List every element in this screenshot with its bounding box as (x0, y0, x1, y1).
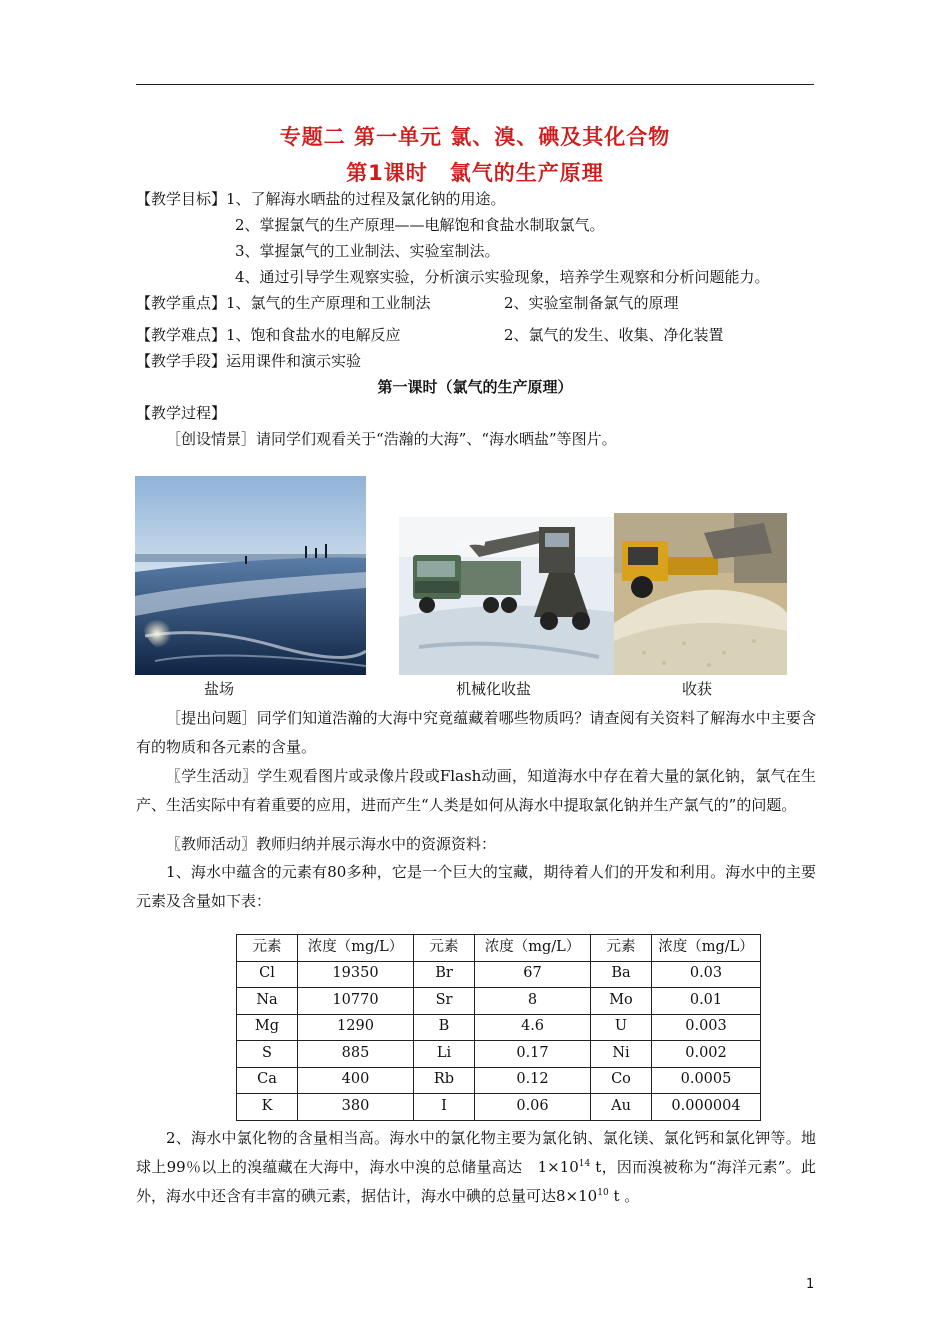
table-cell: 4.6 (475, 1014, 591, 1041)
objectives-label: 【教学目标】 (136, 190, 227, 208)
table-row (237, 1014, 761, 1041)
table-cell: 0.000004 (652, 1094, 761, 1121)
table-cell: U (591, 1014, 652, 1041)
difficulties-label: 【教学难点】 (136, 326, 227, 344)
lesson-heading: 第一课时（氯气的生产原理） (377, 378, 573, 396)
table-cell: Mg (237, 1014, 298, 1041)
point1-paragraph: 1、海水中蕴含的元素有80多种，它是一个巨大的宝藏，期待着人们的开发和利用。海水中的主要元素及含量如下表： (136, 863, 816, 910)
point2-text: t 。 (608, 1187, 640, 1205)
page-number: 1 (806, 1277, 815, 1292)
table-cell: 0.12 (475, 1067, 591, 1094)
harvest-photo (614, 513, 787, 675)
exponent: 14 (578, 1159, 591, 1169)
seawater-elements-table (236, 934, 761, 1121)
header-rule (136, 84, 814, 85)
key-point-item: 2、实验室制备氯气的原理 (504, 294, 679, 312)
photo-caption: 机械化收盐 (456, 680, 532, 698)
photo-caption: 收获 (682, 680, 713, 698)
table-row (237, 1067, 761, 1094)
point2-paragraph (136, 1124, 816, 1211)
table-cell: 0.01 (652, 988, 761, 1015)
table-cell: 0.003 (652, 1014, 761, 1041)
methods-text: 运用课件和演示实验 (226, 352, 362, 370)
bromine-total: 1×10 (537, 1158, 579, 1176)
teacher-activity-paragraph: 〖教师活动〗教师归纳并展示海水中的资源资料： (166, 835, 497, 853)
page-title: 专题二 第一单元 氯、溴、碘及其化合物 (279, 125, 671, 149)
objective-item: 2、掌握氯气的生产原理——电解饱和食盐水制取氯气。 (235, 216, 605, 234)
salt-field-photo (135, 476, 366, 675)
exponent: 10 (597, 1188, 609, 1198)
table-cell: Co (591, 1067, 652, 1094)
point2-text: t，因而溴被称为“海洋元素”。此外，海水中还含有丰富的碘元素，据估计，海水中碘的总量可达 (136, 1158, 816, 1205)
objective-item: 3、掌握氯气的工业制法、实验室制法。 (235, 242, 500, 260)
process-label: 【教学过程】 (136, 404, 227, 422)
difficulty-item: 2、氯气的发生、收集、净化装置 (504, 326, 724, 344)
table-header-cell: 元素 (591, 935, 652, 962)
table-cell: 0.06 (475, 1094, 591, 1121)
table-cell: 0.002 (652, 1041, 761, 1068)
methods-label: 【教学手段】 (136, 352, 227, 370)
key-points-label: 【教学重点】 (136, 294, 227, 312)
table-cell: 885 (298, 1041, 414, 1068)
difficulties-line (136, 324, 816, 347)
table-cell: 67 (475, 961, 591, 988)
table-row (237, 961, 761, 988)
table-cell: Au (591, 1094, 652, 1121)
iodine-total: 8×10 (556, 1187, 598, 1205)
table-cell: Rb (414, 1067, 475, 1094)
table-row (237, 1041, 761, 1068)
table-cell: Br (414, 961, 475, 988)
scene-paragraph: ［创设情景］请同学们观看关于“浩瀚的大海”、“海水晒盐”等图片。 (166, 430, 617, 448)
table-header-cell: 浓度（mg/L） (652, 935, 761, 962)
table-cell: 10770 (298, 988, 414, 1015)
table-cell: B (414, 1014, 475, 1041)
table-cell: 0.0005 (652, 1067, 761, 1094)
key-point-item: 1、氯气的生产原理和工业制法 (226, 294, 431, 312)
table-row (237, 988, 761, 1015)
question-paragraph: ［提出问题］同学们知道浩瀚的大海中究竟蕴藏着哪些物质吗？请查阅有关资料了解海水中主要含有的物质和各元素的含量。 (136, 709, 816, 756)
table-cell: Li (414, 1041, 475, 1068)
photo-caption: 盐场 (204, 680, 235, 698)
table-cell: Ba (591, 961, 652, 988)
point2-text: 2、海水中氯化物的含量相当高。海水中的氯化物主要为氯化钠、氯化镁、氯化钙和氯化钾等。地球上99％以上的溴蕴藏在大海中，海水中溴的总储量高达 (136, 1129, 816, 1176)
student-activity-paragraph: 〖学生活动〗学生观看图片或录像片段或Flash动画，知道海水中存在着大量的氯化钠，氯气在生产、生活实际中有着重要的应用，进而产生“人类是如何从海水中提取氯化钠并生产氯气的”的问题。 (136, 767, 816, 814)
difficulty-item: 1、饱和食盐水的电解反应 (226, 326, 401, 344)
table-header-cell: 元素 (414, 935, 475, 962)
table-cell: 400 (298, 1067, 414, 1094)
key-points-line (136, 292, 816, 315)
table-cell: Cl (237, 961, 298, 988)
mechanized-harvest-photo (399, 517, 614, 675)
table-cell: S (237, 1041, 298, 1068)
table-header-cell: 浓度（mg/L） (298, 935, 414, 962)
table-cell: 1290 (298, 1014, 414, 1041)
table-header-row (237, 935, 761, 962)
table-header-cell: 浓度（mg/L） (475, 935, 591, 962)
table-cell: 0.17 (475, 1041, 591, 1068)
table-cell: 0.03 (652, 961, 761, 988)
objective-item: 1、了解海水晒盐的过程及氯化钠的用途。 (226, 190, 506, 208)
lesson-title: 第1课时 氯气的生产原理 (346, 161, 604, 185)
table-cell: Sr (414, 988, 475, 1015)
table-cell: K (237, 1094, 298, 1121)
objectives-line-1 (136, 188, 816, 211)
table-header-cell: 元素 (237, 935, 298, 962)
table-cell: Ni (591, 1041, 652, 1068)
table-cell: 8 (475, 988, 591, 1015)
table-cell: Mo (591, 988, 652, 1015)
table-cell: 380 (298, 1094, 414, 1121)
table-cell: Na (237, 988, 298, 1015)
table-cell: I (414, 1094, 475, 1121)
methods-line (136, 350, 816, 373)
table-row (237, 1094, 761, 1121)
table-cell: 19350 (298, 961, 414, 988)
objective-item: 4、通过引导学生观察实验，分析演示实验现象，培养学生观察和分析问题能力。 (235, 268, 770, 286)
table-cell: Ca (237, 1067, 298, 1094)
